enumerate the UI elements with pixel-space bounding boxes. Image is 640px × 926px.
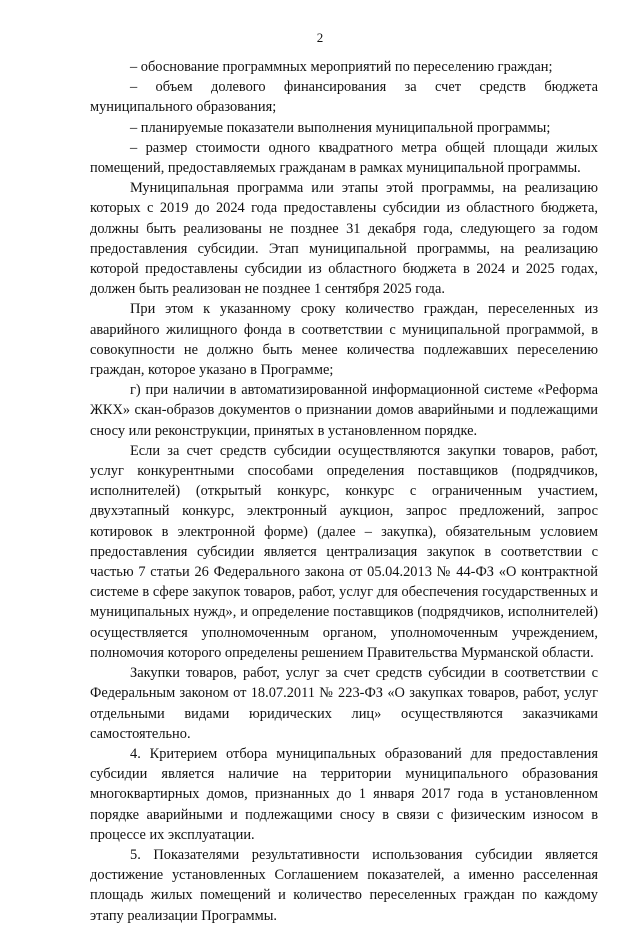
paragraph-procurement-centralization: Если за счет средств субсидии осуществляются закупки товаров, работ, услуг конкурентными способами определения поставщиков (подрядчиков, исполнителей) (открытый конкурс, конкурс с ограниченным участием, двухэтапный конкурс, электронный аукцион, запрос предложений, запрос котировок в электронной форме) (далее – закупка), обязательным условием предоставления субсидии является централизация закупок в соответствии с частью 7 статьи 26 Федерального закона от 05.04.2013 № 44-ФЗ «О контрактной системе в сфере закупок товаров, работ, услуг для обеспечения государственных и муниципальных нужд», и определение поставщиков (подрядчиков, исполнителей) осуществляется уполномоченным органом, уполномоченным учреждением, полномочия которого определены решением Правительства Мурманской области. bbox=[90, 442, 598, 661]
document-body bbox=[90, 57, 598, 926]
paragraph-selection-criterion: 4. Критерием отбора муниципальных образований для предоставления субсидии является наличие на территории муниципального образования многоквартирных домов, признанных до 1 января 2017 года в установленном порядке аварийными и подлежащими сносу в связи с физическим износом в процессе их эксплуатации. bbox=[90, 745, 598, 843]
paragraph-square-meter-cost: – размер стоимости одного квадратного метра общей площади жилых помещений, предоставляемых гражданам в рамках муниципальной программы. bbox=[90, 139, 598, 177]
paragraph-resettled-citizens: При этом к указанному сроку количество граждан, переселенных из аварийного жилищного фонда в соответствии с муниципальной программой, в совокупности не должно быть менее количества подлежавших переселению граждан, которое указано в Программе; bbox=[90, 301, 598, 379]
paragraph-condition-g: г) при наличии в автоматизированной информационной системе «Реформа ЖКХ» скан-образов документов о признании домов аварийными и подлежащими сносу или реконструкции, принятых в установленном порядке. bbox=[90, 382, 598, 439]
paragraph-program-activities: – обоснование программных мероприятий по переселению граждан; bbox=[130, 59, 553, 75]
paragraph-program-deadlines: Муниципальная программа или этапы этой программы, на реализацию которых с 2019 до 2024 года предоставлены субсидии из областного бюджета, должны быть реализованы не позднее 31 декабря года, следующего за годом предоставления субсидии. Этап муниципальной программы, на реализацию которой предоставлены субсидии из областного бюджета в 2024 и 2025 годах, должен быть реализован не позднее 1 сентября 2025 года. bbox=[90, 180, 598, 298]
paragraph-planned-indicators: – планируемые показатели выполнения муниципальной программы; bbox=[130, 119, 551, 136]
paragraph-performance-indicators: 5. Показателями результативности использования субсидии является достижение установленных Соглашением показателей, а именно расселенная площадь жилых помещений и количество переселенных граждан по каждому этапу реализации Программы. bbox=[90, 846, 598, 924]
paragraph-procurement-223fz: Закупки товаров, работ, услуг за счет средств субсидии в соответствии с Федеральным законом от 18.07.2011 № 223-ФЗ «О закупках товаров, работ, услуг отдельными видами юридических лиц» осуществляются заказчиками самостоятельно. bbox=[90, 665, 598, 742]
page-number: 2 bbox=[316, 30, 324, 45]
paragraph-cofinancing-volume: – объем долевого финансирования за счет средств бюджета муниципального образования; bbox=[90, 79, 598, 116]
